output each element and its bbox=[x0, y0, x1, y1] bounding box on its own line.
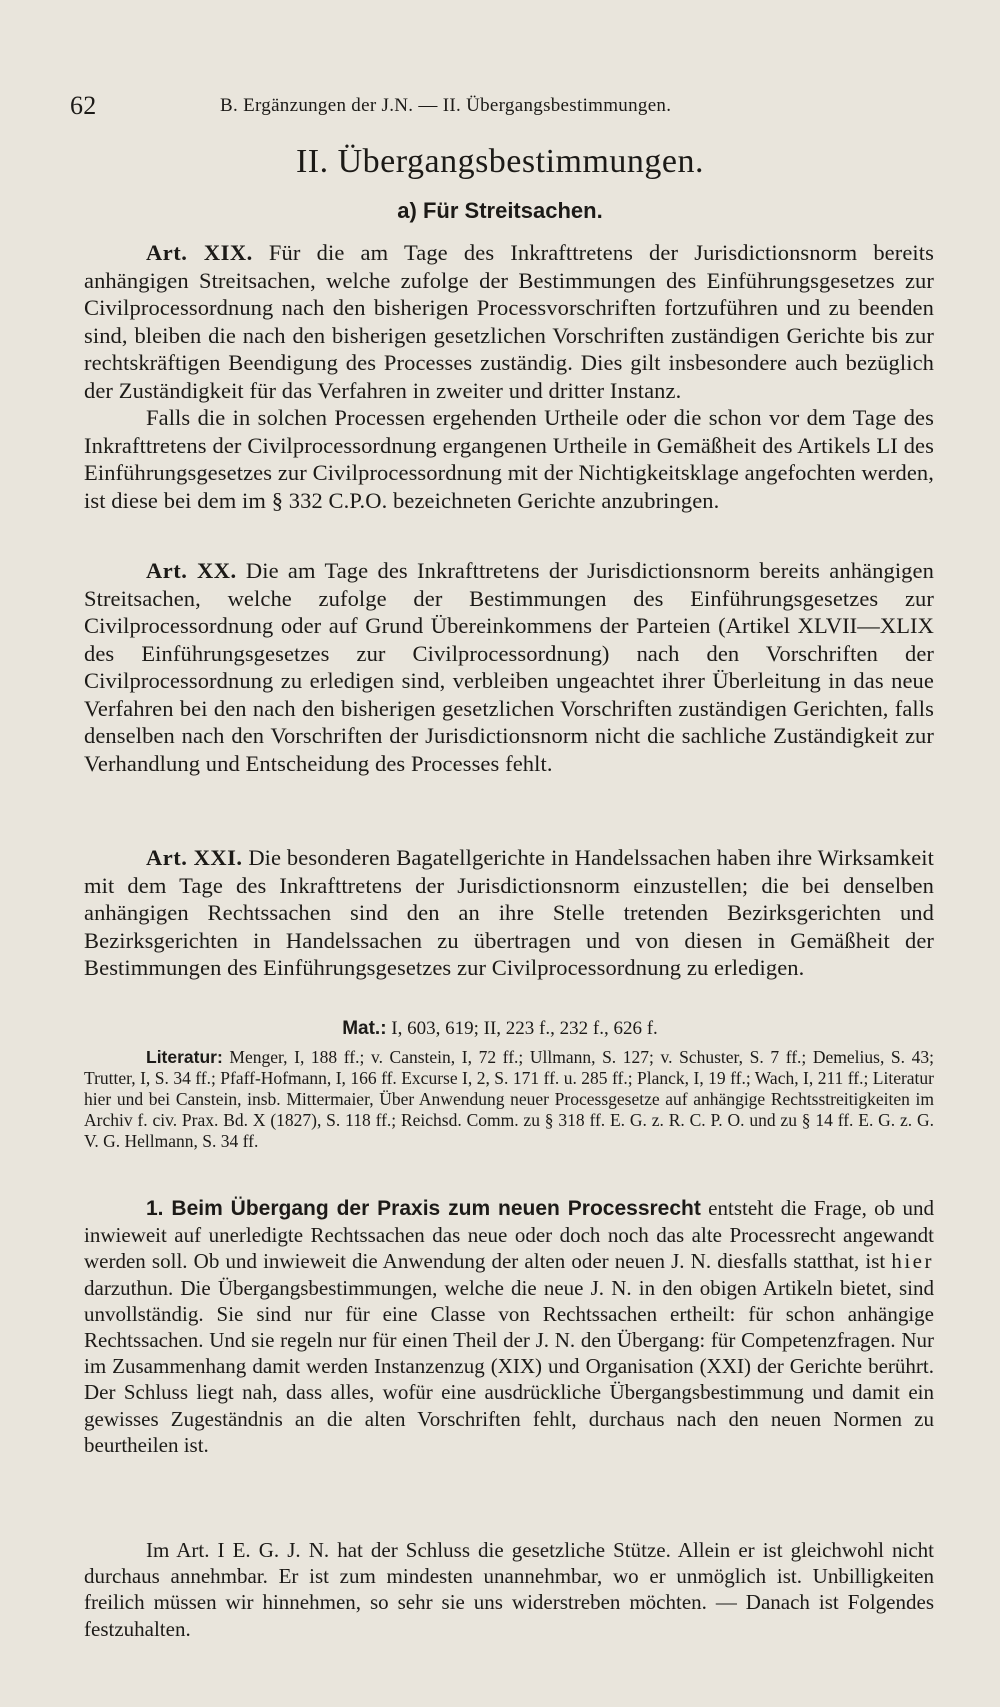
literature-paragraph bbox=[84, 1047, 934, 1152]
article-xx bbox=[84, 557, 934, 777]
literature-block bbox=[84, 1047, 934, 1152]
page-number: 62 bbox=[70, 91, 97, 120]
literature-label: Literatur: bbox=[146, 1047, 223, 1067]
article-label: Art. XX. bbox=[146, 558, 237, 583]
subsection-title: a) Für Streitsachen. bbox=[397, 198, 603, 223]
article-label: Art. XIX. bbox=[146, 240, 253, 265]
materials-label: Mat.: bbox=[342, 1018, 387, 1039]
commentary-paragraph-1 bbox=[84, 1195, 934, 1458]
article-text: Falls die in solchen Processen ergehenden Urtheile oder die schon vor dem Tage des Inkrafttretens der Civilprocessordnung ergangenen Urtheile in Gemäßheit des Artikels LI des Einführungsgesetzes zur Civilprocessordnung mit der Nichtigkeitsklage angefochten werden, ist diese bei dem im § 332 C.P.O. bezeichneten Gerichte anzubringen. bbox=[84, 405, 934, 513]
commentary-text: Im Art. I E. G. J. N. hat der Schluss die gesetzliche Stütze. Allein er ist gleichwohl nicht durchaus annehmbar. Er ist zum mindesten unannehmbar, wo er unmöglich ist. Unbilligkeiten freilich müssen wir hinnehmen, so sehr sie uns widerstreben möchten. — Danach ist Folgendes festzuhalten. bbox=[84, 1538, 934, 1641]
article-label: Art. XXI. bbox=[146, 845, 243, 870]
literature-text: Menger, I, 188 ff.; v. Canstein, I, 72 ff.; Ullmann, S. 127; v. Schuster, S. 7 ff.; Demelius, S. 43; Trutter, I, S. 34 ff.; Pfaff-Hofmann, I, 166 ff. Excurse I, 2, S. 171 ff. u. 285 ff.; Planck, I, 19 ff.; Wach, I, 211 ff.; Literatur hier und bei Canstein, insb. Mittermaier, Über Anwendung neuer Processgesetze auf anhängige Rechtsstreitigkeiten im Archiv f. civ. Prax. Bd. X (1827), S. 118 ff.; Reichsd. Comm. zu § 318 ff. E. G. z. R. C. P. O. und zu § 14 ff. E. G. z. G. V. G. Hellmann, S. 34 ff. bbox=[84, 1047, 935, 1151]
commentary-paragraph-2 bbox=[84, 1537, 934, 1642]
article-text: Die besonderen Bagatellgerichte in Handelssachen haben ihre Wirksamkeit mit dem Tage des Inkrafttretens der Jurisdictionsnorm einzustellen; die bei denselben anhängigen Rechtssachen sind den an ihre Stelle tretenden Bezirksgerichten und Bezirksgerichten in Handelssachen zu übertragen und von diesen in Gemäßheit der Bestimmungen des Einführungsgesetzes zur Civilprocessordnung zu erledigen. bbox=[84, 845, 934, 980]
commentary-heading: 1. Beim Übergang der Praxis zum neuen Processrecht bbox=[146, 1197, 701, 1220]
materials-line bbox=[0, 1018, 1000, 1040]
commentary-text: darzuthun. Die Übergangsbestimmungen, welche die neue J. N. in den obigen Artikeln bietet, sind unvollständig. Sie sind nur für eine Classe von Rechtssachen ertheilt: für schon anhängige Rechtssachen. Und sie regeln nur für einen Theil der J. N. den Übergang: für Competenzfragen. Nur im Zusammenhang damit werden Instanzenzug (XIX) und Organisation (XXI) der Gerichte berührt. Der Schluss liegt nah, dass alles, wofür eine ausdrückliche Übergangsbestimmung und damit ein gewisses Zugeständnis an die alten Vorschriften fehlt, durchaus nach den neuen Normen zu beurtheilen ist. bbox=[84, 1275, 934, 1457]
commentary-emphasis: hier bbox=[891, 1249, 934, 1274]
commentary-paragraph bbox=[84, 1537, 934, 1642]
article-paragraph bbox=[84, 404, 934, 514]
running-title: B. Ergänzungen der J.N. — II. Übergangsbestimmungen. bbox=[220, 95, 672, 116]
article-xxi bbox=[84, 844, 934, 982]
article-paragraph bbox=[84, 557, 934, 777]
commentary-paragraph bbox=[84, 1195, 934, 1458]
article-text: Die am Tage des Inkrafttretens der Jurisdictionsnorm bereits anhängigen Streitsachen, welche zufolge der Bestimmungen des Einführungsgesetzes zur Civilprocessordnung oder auf Grund Übereinkommens der Parteien (Artikel XLVII—XLIX des Einführungsgesetzes zur Civilprocessordnung) nach den Vorschriften der Civilprocessordnung zu erledigen sind, verbleiben ungeachtet ihrer Überleitung in das neue Verfahren bei den nach den bisherigen gesetzlichen Vorschriften zuständigen Gerichten, falls denselben nach den Vorschriften der Jurisdictionsnorm nicht die sachliche Zuständigkeit zur Verhandlung und Entscheidung des Processes fehlt. bbox=[84, 558, 934, 776]
commentary-text: entsteht die Frage, ob und inwieweit auf unerledigte Rechtssachen das neue oder doch noch das alte Processrecht angewandt werden soll. Ob und inwieweit die Anwendung der alten oder neuen J. N. diesfalls statthat, ist bbox=[84, 1196, 934, 1274]
article-paragraph bbox=[84, 239, 934, 404]
article-paragraph bbox=[84, 844, 934, 982]
article-xix bbox=[84, 239, 934, 514]
article-text: Für die am Tage des Inkrafttretens der Jurisdictionsnorm bereits anhängigen Streitsachen, welche zufolge der Bestimmungen des Einführungsgesetzes zur Civilprocessordnung nach den bisherigen Processvorschriften fortzuführen und zu beenden sind, bleiben die nach den bisherigen gesetzlichen Vorschriften zuständigen Gerichte bis zur rechtskräftigen Beendigung des Processes zuständig. Dies gilt insbesondere auch bezüglich der Zuständigkeit für das Verfahren in zweiter und dritter Instanz. bbox=[84, 240, 934, 403]
materials-text: I, 603, 619; II, 223 f., 232 f., 626 f. bbox=[391, 1018, 658, 1039]
section-title: II. Übergangsbestimmungen. bbox=[295, 143, 705, 180]
